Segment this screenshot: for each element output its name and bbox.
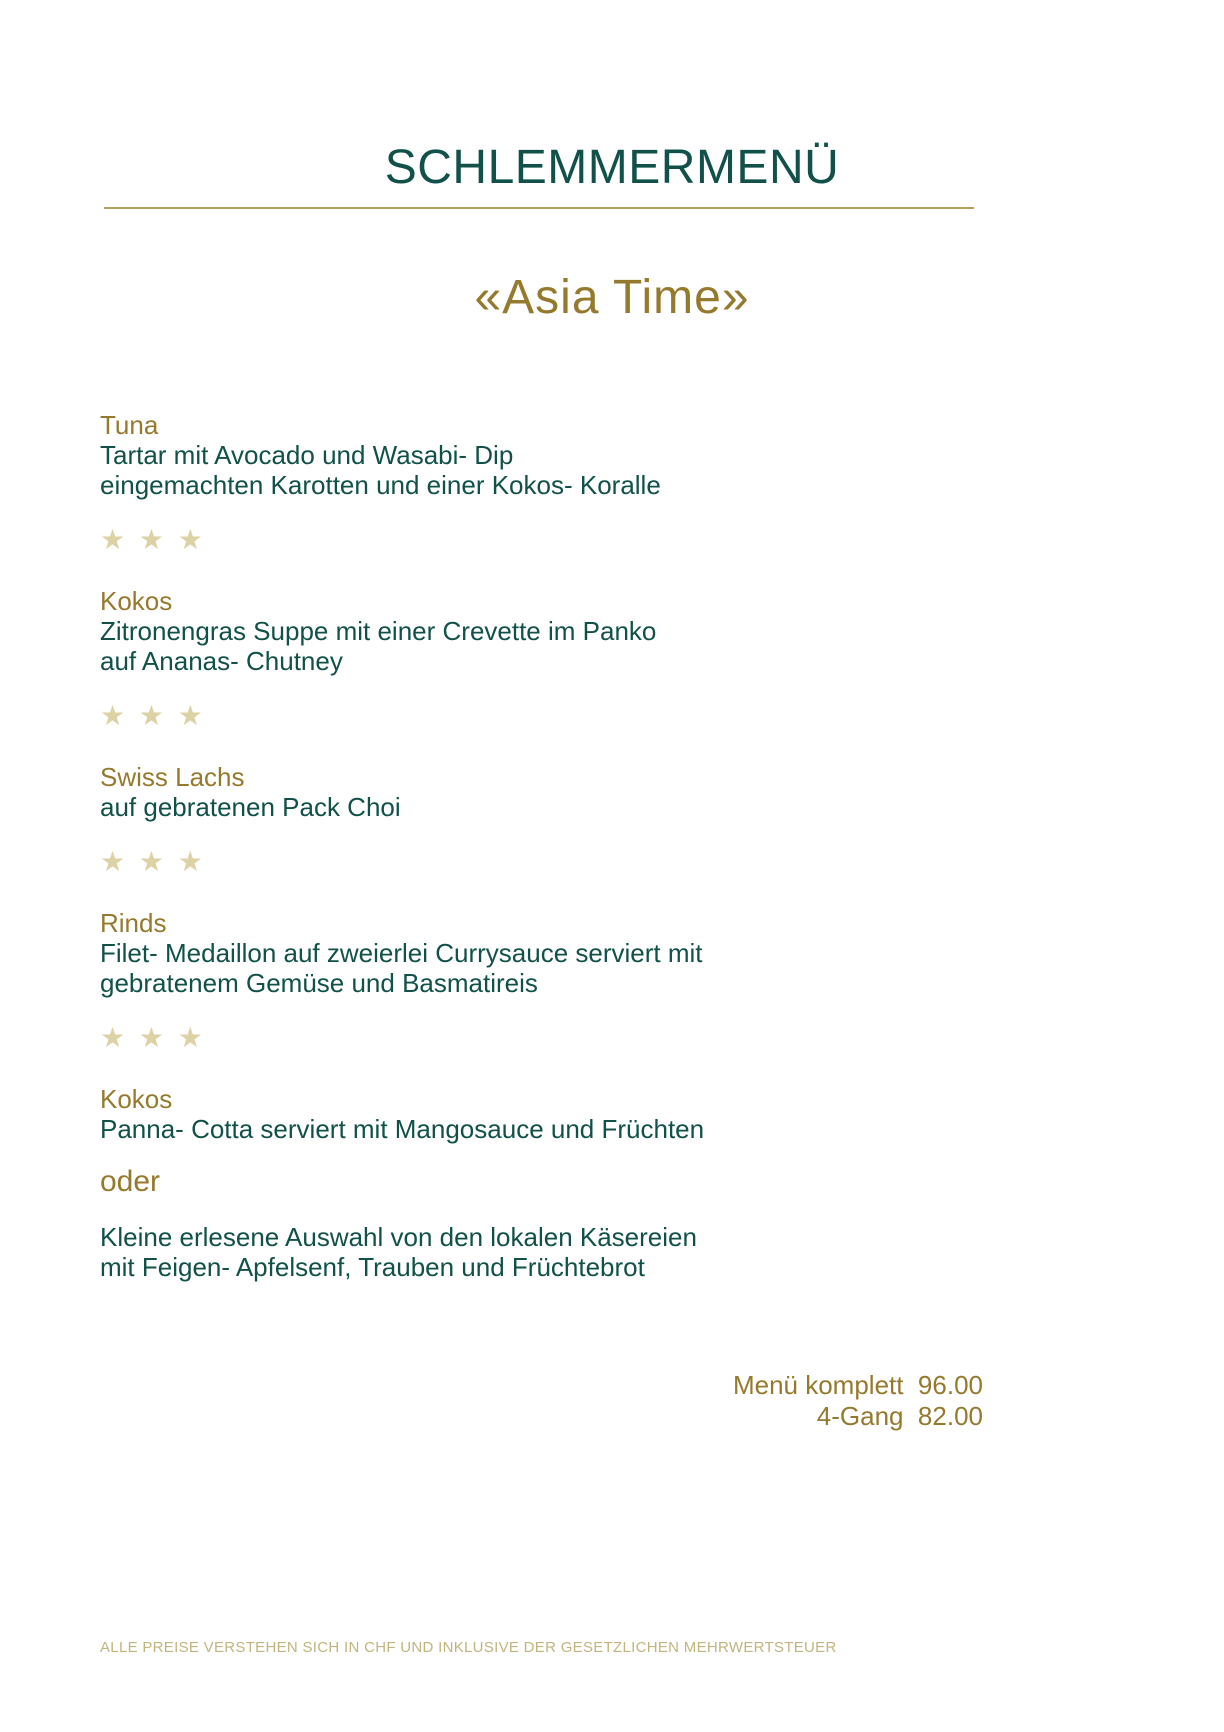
footer-note: ALLE PREISE VERSTEHEN SICH IN CHF UND INKLUSIVE DER GESETZLICHEN MEHRWERTSTEUER	[100, 1639, 837, 1656]
price-row: 4-Gang 82.00	[816, 1401, 983, 1431]
course-description-line: Tartar mit Avocado und Wasabi- Dip	[100, 440, 514, 470]
course-description-line: Zitronengras Suppe mit einer Crevette im Panko	[100, 616, 657, 646]
price-list	[100, 1370, 983, 1432]
course-name: Swiss Lachs	[100, 762, 245, 792]
course-item	[100, 1084, 980, 1144]
course-description-line: Filet- Medaillon auf zweierlei Currysauce serviert mit	[100, 938, 703, 968]
star-icons: ★ ★ ★	[100, 846, 206, 877]
course-name: Kokos	[100, 586, 173, 616]
star-icons: ★ ★ ★	[100, 1022, 206, 1053]
alternative-description	[100, 1222, 980, 1282]
course-name: Rinds	[100, 908, 167, 938]
page-title: SCHLEMMERMENÜ	[384, 141, 840, 194]
course-description-line: auf Ananas- Chutney	[100, 646, 343, 676]
course-name: Kokos	[100, 1084, 173, 1114]
course-description-line: eingemachten Karotten und einer Kokos- Koralle	[100, 470, 661, 500]
course-item	[100, 410, 980, 500]
course-description-line: gebratenem Gemüse und Basmatireis	[100, 968, 538, 998]
course-item	[100, 908, 980, 998]
course-list	[100, 410, 980, 1144]
star-icons: ★ ★ ★	[100, 700, 206, 731]
menu-subtitle: «Asia Time»	[474, 271, 750, 324]
course-item	[100, 586, 980, 676]
course-item	[100, 762, 980, 822]
course-description-line: Panna- Cotta serviert mit Mangosauce und Früchten	[100, 1114, 705, 1144]
course-name: Tuna	[100, 410, 159, 440]
alternative-label: oder	[100, 1165, 161, 1198]
alternative-line: mit Feigen- Apfelsenf, Trauben und Früchtebrot	[100, 1252, 645, 1282]
price-row: Menü komplett 96.00	[732, 1370, 983, 1400]
course-description-line: auf gebratenen Pack Choi	[100, 792, 401, 822]
star-icons: ★ ★ ★	[100, 524, 206, 555]
alternative-line: Kleine erlesene Auswahl von den lokalen Käsereien	[100, 1222, 697, 1252]
title-divider	[104, 207, 974, 209]
